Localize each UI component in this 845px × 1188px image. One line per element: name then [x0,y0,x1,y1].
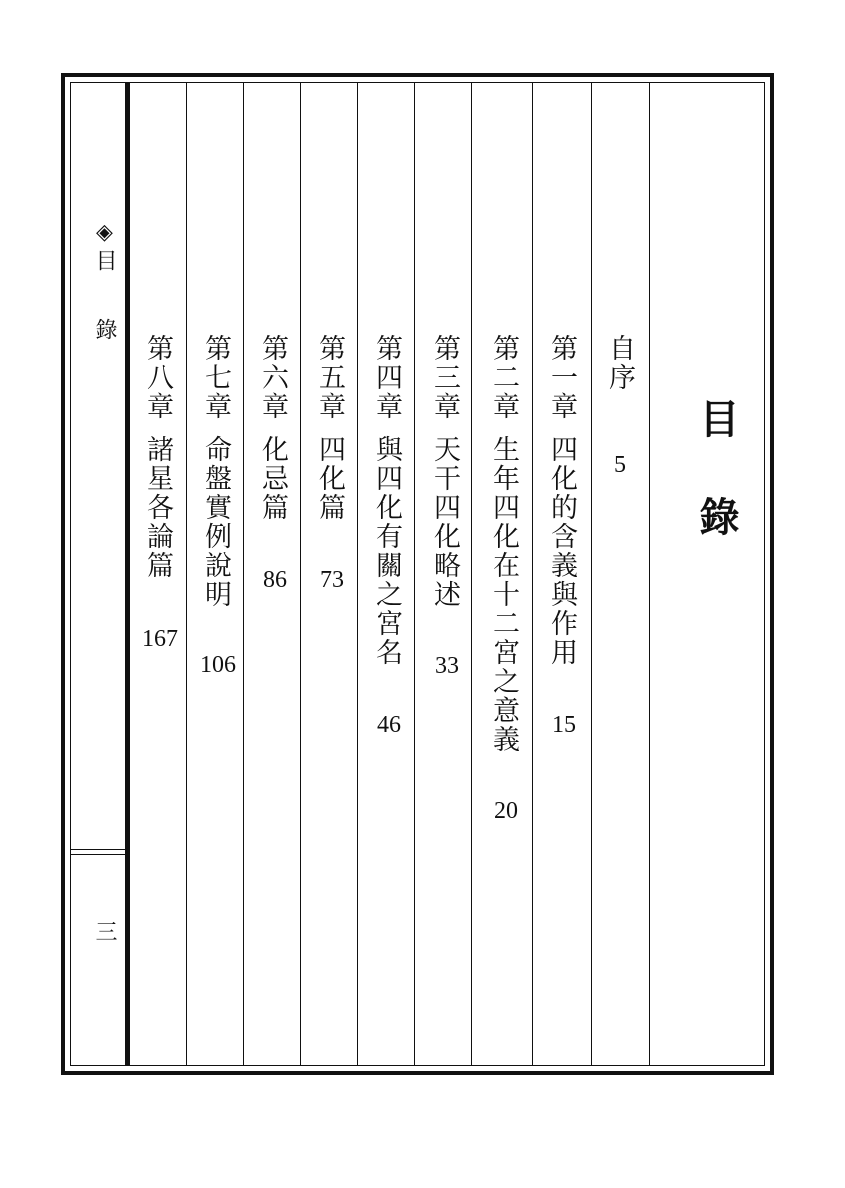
sidebar-label-bottom: 錄 [92,318,117,344]
entry-chapter-2-page: 20 [494,798,518,824]
column-line [649,83,650,1065]
entry-chapter-6-page: 86 [263,567,287,593]
column-line [414,83,415,1065]
sidebar-rule [71,854,125,855]
sidebar-label-top: 目 [92,249,117,275]
entry-chapter-7: 第七章命盤實例說明 [200,334,231,609]
sidebar-rule [71,849,125,850]
entry-chapter-7-page: 106 [200,652,236,678]
entry-chapter-8: 第八章諸星各論篇 [142,334,173,580]
entry-preface-label: 自序 [604,334,635,392]
entry-chapter-6: 第六章化忌篇 [257,334,288,522]
entry-chapter-5: 第五章四化篇 [314,334,345,522]
column-line [243,83,244,1065]
column-line [357,83,358,1065]
column-line [532,83,533,1065]
entry-chapter-4: 第四章與四化有關之宮名 [371,334,402,667]
sidebar-label [89,220,120,275]
entry-chapter-4-page: 46 [377,712,401,738]
page-number: 三 [92,920,117,946]
entry-chapter-3-page: 33 [435,653,459,679]
column-line [186,83,187,1065]
entry-chapter-2: 第二章生年四化在十二宮之意義 [488,334,519,754]
column-line [471,83,472,1065]
page-title: 目錄 [693,398,740,594]
entry-chapter-1: 第一章四化的含義與作用 [546,334,577,667]
column-line [591,83,592,1065]
diamond-icon: ◈ [92,220,117,249]
sidebar-divider [125,83,130,1065]
entry-chapter-5-page: 73 [320,567,344,593]
column-line [300,83,301,1065]
entry-preface-page: 5 [614,452,626,478]
inner-border [70,82,765,1066]
entry-chapter-3: 第三章天干四化略述 [429,334,460,609]
entry-chapter-8-page: 167 [142,626,178,652]
entry-chapter-1-page: 15 [552,712,576,738]
